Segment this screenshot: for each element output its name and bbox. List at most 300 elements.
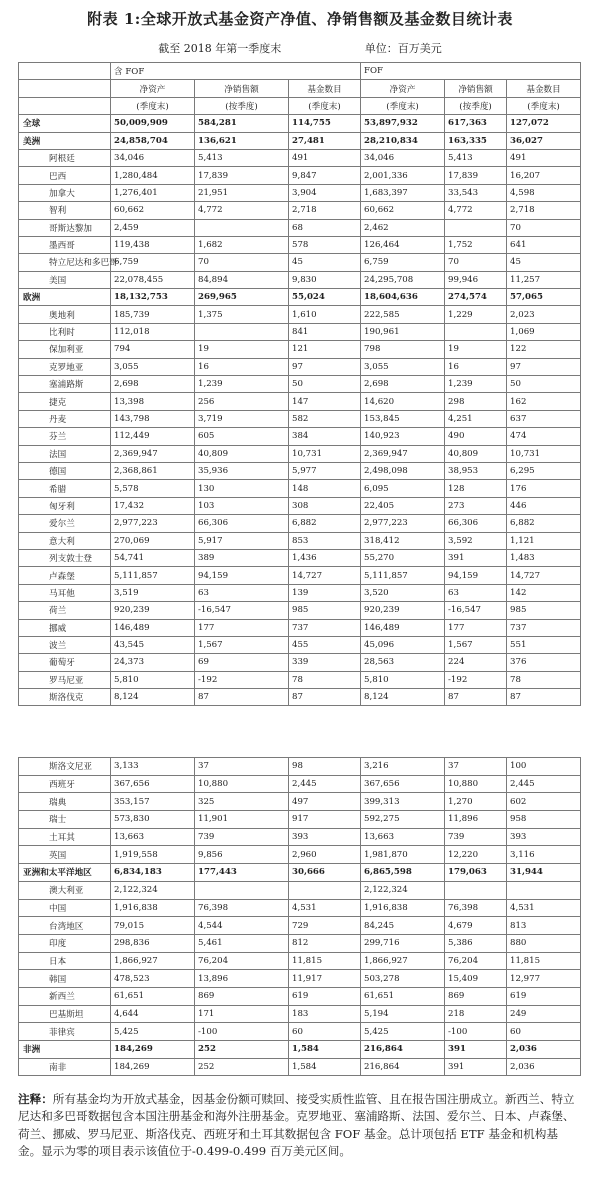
value-cell: 179,063: [445, 864, 507, 882]
value-cell: 76,204: [445, 952, 507, 970]
value-cell: 737: [289, 619, 361, 636]
value-cell: 2,023: [507, 306, 581, 323]
value-cell: 602: [507, 793, 581, 811]
value-cell: 12,220: [445, 846, 507, 864]
col-header: 净销售额: [195, 80, 289, 97]
value-cell: 2,122,324: [111, 881, 195, 899]
value-cell: 37: [445, 758, 507, 776]
value-cell: 841: [289, 323, 361, 340]
statistics-table-part-1: [18, 62, 581, 706]
value-cell: 218: [445, 1005, 507, 1023]
region-row: [19, 115, 581, 132]
value-cell: 87: [445, 689, 507, 706]
col-header: 净资产: [361, 80, 445, 97]
value-cell: 11,901: [195, 811, 289, 829]
value-cell: 391: [445, 1041, 507, 1059]
value-cell: 376: [507, 654, 581, 671]
group-header-fof: FOF: [361, 63, 581, 80]
country-name: 中国: [19, 899, 111, 917]
value-cell: 270,069: [111, 532, 195, 549]
country-row: [19, 1005, 581, 1023]
country-name: 智利: [19, 202, 111, 219]
value-cell: 249: [507, 1005, 581, 1023]
value-cell: 27,481: [289, 132, 361, 149]
value-cell: [289, 881, 361, 899]
value-cell: 1,436: [289, 549, 361, 566]
col-subheader: (季度末): [289, 97, 361, 114]
country-name: 波兰: [19, 636, 111, 653]
country-name: 南非: [19, 1058, 111, 1076]
value-cell: -16,547: [445, 602, 507, 619]
value-cell: 136,621: [195, 132, 289, 149]
value-cell: 184,269: [111, 1041, 195, 1059]
value-cell: 4,772: [195, 202, 289, 219]
country-row: [19, 341, 581, 358]
country-name: 德国: [19, 462, 111, 479]
country-name: 捷克: [19, 393, 111, 410]
country-name: 美国: [19, 271, 111, 288]
country-row: [19, 219, 581, 236]
value-cell: 97: [507, 358, 581, 375]
country-row: [19, 515, 581, 532]
country-row: [19, 184, 581, 201]
value-cell: 24,295,708: [361, 271, 445, 288]
value-cell: 813: [507, 917, 581, 935]
value-cell: 87: [289, 689, 361, 706]
value-cell: 729: [289, 917, 361, 935]
value-cell: 14,620: [361, 393, 445, 410]
value-cell: 2,122,324: [361, 881, 445, 899]
value-cell: 1,270: [445, 793, 507, 811]
value-cell: 958: [507, 811, 581, 829]
value-cell: 551: [507, 636, 581, 653]
group-header-row: [19, 63, 581, 80]
value-cell: 917: [289, 811, 361, 829]
country-name: 比利时: [19, 323, 111, 340]
group-header-incl-fof: 含 FOF: [111, 63, 361, 80]
value-cell: 853: [289, 532, 361, 549]
value-cell: 50: [507, 376, 581, 393]
value-cell: 35,936: [195, 462, 289, 479]
value-cell: 70: [195, 254, 289, 271]
value-cell: 8,124: [361, 689, 445, 706]
value-cell: 61,651: [361, 987, 445, 1005]
value-cell: 2,445: [507, 775, 581, 793]
value-cell: 474: [507, 428, 581, 445]
corner-cell: [19, 63, 111, 80]
value-cell: 31,944: [507, 864, 581, 882]
value-cell: 4,251: [445, 410, 507, 427]
value-cell: 45: [289, 254, 361, 271]
value-cell: 6,295: [507, 462, 581, 479]
corner-cell: [19, 97, 111, 114]
value-cell: 1,866,927: [361, 952, 445, 970]
value-cell: 183: [289, 1005, 361, 1023]
value-cell: 3,519: [111, 584, 195, 601]
country-row: [19, 917, 581, 935]
value-cell: 273: [445, 497, 507, 514]
country-name: 加拿大: [19, 184, 111, 201]
country-name: 保加利亚: [19, 341, 111, 358]
value-cell: 99,946: [445, 271, 507, 288]
value-cell: 446: [507, 497, 581, 514]
value-cell: 97: [289, 358, 361, 375]
value-cell: 121: [289, 341, 361, 358]
col-subheader: (按季度): [445, 97, 507, 114]
value-cell: 490: [445, 428, 507, 445]
value-cell: 2,459: [111, 219, 195, 236]
value-cell: 163,335: [445, 132, 507, 149]
value-cell: 5,425: [111, 1023, 195, 1041]
value-cell: -192: [195, 671, 289, 688]
value-cell: 2,445: [289, 775, 361, 793]
country-row: [19, 323, 581, 340]
value-cell: 122: [507, 341, 581, 358]
value-cell: 10,731: [507, 445, 581, 462]
region-name: 欧洲: [19, 289, 111, 306]
country-row: [19, 497, 581, 514]
value-cell: 177: [195, 619, 289, 636]
value-cell: 14,727: [507, 567, 581, 584]
value-cell: 619: [289, 987, 361, 1005]
value-cell: 103: [195, 497, 289, 514]
value-cell: 142: [507, 584, 581, 601]
value-cell: 50,009,909: [111, 115, 195, 132]
value-cell: 60,662: [361, 202, 445, 219]
value-cell: 185,739: [111, 306, 195, 323]
value-cell: 76,204: [195, 952, 289, 970]
value-cell: 16: [445, 358, 507, 375]
country-row: [19, 254, 581, 271]
value-cell: 1,375: [195, 306, 289, 323]
value-cell: 798: [361, 341, 445, 358]
country-row: [19, 462, 581, 479]
value-cell: 53,897,932: [361, 115, 445, 132]
region-row: [19, 289, 581, 306]
value-cell: 13,398: [111, 393, 195, 410]
value-cell: 1,916,838: [361, 899, 445, 917]
value-cell: 393: [507, 828, 581, 846]
value-cell: 16: [195, 358, 289, 375]
value-cell: 274,574: [445, 289, 507, 306]
value-cell: 112,018: [111, 323, 195, 340]
region-row: [19, 1041, 581, 1059]
value-cell: 139: [289, 584, 361, 601]
country-row: [19, 236, 581, 253]
value-cell: 17,839: [445, 167, 507, 184]
country-row: [19, 775, 581, 793]
value-cell: 2,977,223: [111, 515, 195, 532]
value-cell: 880: [507, 934, 581, 952]
value-cell: 5,578: [111, 480, 195, 497]
value-cell: 5,111,857: [111, 567, 195, 584]
value-cell: 63: [445, 584, 507, 601]
value-cell: 176: [507, 480, 581, 497]
country-name: 葡萄牙: [19, 654, 111, 671]
value-cell: 114,755: [289, 115, 361, 132]
country-row: [19, 758, 581, 776]
value-cell: 739: [445, 828, 507, 846]
value-cell: 11,815: [507, 952, 581, 970]
value-cell: 4,644: [111, 1005, 195, 1023]
value-cell: 143,798: [111, 410, 195, 427]
column-subheader-row: [19, 97, 581, 114]
country-name: 列支敦士登: [19, 549, 111, 566]
country-name: 阿根廷: [19, 149, 111, 166]
value-cell: 339: [289, 654, 361, 671]
value-cell: 54,741: [111, 549, 195, 566]
table-body-part-1: [19, 115, 581, 706]
value-cell: 162: [507, 393, 581, 410]
value-cell: 353,157: [111, 793, 195, 811]
value-cell: 45,096: [361, 636, 445, 653]
value-cell: 2,001,336: [361, 167, 445, 184]
value-cell: -100: [445, 1023, 507, 1041]
value-cell: 8,124: [111, 689, 195, 706]
country-row: [19, 393, 581, 410]
value-cell: 68: [289, 219, 361, 236]
country-name: 芬兰: [19, 428, 111, 445]
value-cell: 40,809: [195, 445, 289, 462]
column-header-row: [19, 80, 581, 97]
country-row: [19, 602, 581, 619]
country-name: 特立尼达和多巴哥: [19, 254, 111, 271]
value-cell: 177,443: [195, 864, 289, 882]
value-cell: 384: [289, 428, 361, 445]
country-name: 瑞士: [19, 811, 111, 829]
value-cell: 11,815: [289, 952, 361, 970]
value-cell: 16,207: [507, 167, 581, 184]
country-name: 台湾地区: [19, 917, 111, 935]
country-row: [19, 987, 581, 1005]
unit-label: 单位：百万美元: [364, 42, 442, 55]
col-subheader: (季度末): [361, 97, 445, 114]
country-row: [19, 846, 581, 864]
country-row: [19, 445, 581, 462]
value-cell: [507, 881, 581, 899]
country-name: 韩国: [19, 970, 111, 988]
value-cell: 5,111,857: [361, 567, 445, 584]
corner-cell: [19, 80, 111, 97]
notes-text: 所有基金均为开放式基金，因基金份额可赎回、接受实质性监管、且在报告国注册成立。新西兰、特立尼达和多巴哥数据包含本国注册基金和海外注册基金。克罗地亚、塞浦路斯、法国、爱尔兰、日本、卢森堡、荷兰、挪威、罗马尼亚、斯洛伐克、西班牙和土耳其数据包含 FOF 基金。总计项包括 ETF 基金和机构基金。显示为零的项目表示该值位于-0.499-0.499 百万美元区间。: [18, 1092, 575, 1159]
value-cell: 920,239: [361, 602, 445, 619]
value-cell: 38,953: [445, 462, 507, 479]
region-row: [19, 132, 581, 149]
col-subheader: (季度末): [111, 97, 195, 114]
value-cell: 3,116: [507, 846, 581, 864]
value-cell: [195, 881, 289, 899]
value-cell: 389: [195, 549, 289, 566]
value-cell: 45: [507, 254, 581, 271]
country-name: 斯洛文尼亚: [19, 758, 111, 776]
country-name: 意大利: [19, 532, 111, 549]
value-cell: 24,858,704: [111, 132, 195, 149]
value-cell: 4,679: [445, 917, 507, 935]
value-cell: 70: [445, 254, 507, 271]
value-cell: 224: [445, 654, 507, 671]
country-name: 克罗地亚: [19, 358, 111, 375]
value-cell: 84,894: [195, 271, 289, 288]
value-cell: 5,413: [445, 149, 507, 166]
value-cell: 84,245: [361, 917, 445, 935]
value-cell: 367,656: [361, 775, 445, 793]
value-cell: 256: [195, 393, 289, 410]
value-cell: 94,159: [445, 567, 507, 584]
value-cell: 637: [507, 410, 581, 427]
value-cell: 10,880: [445, 775, 507, 793]
value-cell: 5,194: [361, 1005, 445, 1023]
value-cell: 78: [289, 671, 361, 688]
value-cell: 5,810: [361, 671, 445, 688]
value-cell: 76,398: [195, 899, 289, 917]
value-cell: 130: [195, 480, 289, 497]
country-row: [19, 549, 581, 566]
value-cell: 6,865,598: [361, 864, 445, 882]
value-cell: 76,398: [445, 899, 507, 917]
country-name: 英国: [19, 846, 111, 864]
value-cell: 1,280,484: [111, 167, 195, 184]
value-cell: 641: [507, 236, 581, 253]
value-cell: 985: [289, 602, 361, 619]
value-cell: 61,651: [111, 987, 195, 1005]
value-cell: 79,015: [111, 917, 195, 935]
value-cell: 87: [507, 689, 581, 706]
value-cell: 147: [289, 393, 361, 410]
table-notes: [18, 1091, 580, 1161]
country-row: [19, 567, 581, 584]
value-cell: -192: [445, 671, 507, 688]
value-cell: 184,269: [111, 1058, 195, 1076]
value-cell: 4,772: [445, 202, 507, 219]
country-row: [19, 584, 581, 601]
value-cell: 4,544: [195, 917, 289, 935]
country-name: 巴基斯坦: [19, 1005, 111, 1023]
value-cell: 5,917: [195, 532, 289, 549]
country-row: [19, 1058, 581, 1076]
value-cell: 119,438: [111, 236, 195, 253]
country-name: 卢森堡: [19, 567, 111, 584]
country-row: [19, 899, 581, 917]
value-cell: 578: [289, 236, 361, 253]
value-cell: 5,461: [195, 934, 289, 952]
value-cell: 391: [445, 549, 507, 566]
value-cell: 15,409: [445, 970, 507, 988]
country-row: [19, 376, 581, 393]
region-name: 美洲: [19, 132, 111, 149]
country-name: 塞浦路斯: [19, 376, 111, 393]
value-cell: 37: [195, 758, 289, 776]
value-cell: 2,036: [507, 1058, 581, 1076]
value-cell: 455: [289, 636, 361, 653]
value-cell: 216,864: [361, 1041, 445, 1059]
value-cell: 1,069: [507, 323, 581, 340]
country-row: [19, 480, 581, 497]
country-name: 澳大利亚: [19, 881, 111, 899]
value-cell: 1,276,401: [111, 184, 195, 201]
value-cell: 12,977: [507, 970, 581, 988]
value-cell: 6,759: [361, 254, 445, 271]
value-cell: 19: [195, 341, 289, 358]
value-cell: 10,880: [195, 775, 289, 793]
value-cell: 308: [289, 497, 361, 514]
value-cell: 503,278: [361, 970, 445, 988]
country-row: [19, 306, 581, 323]
country-name: 墨西哥: [19, 236, 111, 253]
value-cell: 6,759: [111, 254, 195, 271]
value-cell: 298: [445, 393, 507, 410]
value-cell: 18,132,753: [111, 289, 195, 306]
value-cell: 43,545: [111, 636, 195, 653]
country-row: [19, 689, 581, 706]
page-title: 附表 1:全球开放式基金资产净值、净销售额及基金数目统计表: [87, 10, 513, 28]
value-cell: 13,663: [361, 828, 445, 846]
country-name: 巴西: [19, 167, 111, 184]
value-cell: 1,483: [507, 549, 581, 566]
country-row: [19, 654, 581, 671]
col-subheader: (按季度): [195, 97, 289, 114]
value-cell: 2,960: [289, 846, 361, 864]
value-cell: 869: [195, 987, 289, 1005]
country-row: [19, 149, 581, 166]
value-cell: 34,046: [361, 149, 445, 166]
value-cell: 2,698: [111, 376, 195, 393]
value-cell: 6,834,183: [111, 864, 195, 882]
value-cell: 6,882: [289, 515, 361, 532]
value-cell: 13,663: [111, 828, 195, 846]
value-cell: 269,965: [195, 289, 289, 306]
statistics-table-part-2: [18, 757, 581, 1076]
value-cell: 3,055: [111, 358, 195, 375]
value-cell: 10,731: [289, 445, 361, 462]
value-cell: 1,981,870: [361, 846, 445, 864]
country-row: [19, 636, 581, 653]
country-row: [19, 532, 581, 549]
value-cell: 573,830: [111, 811, 195, 829]
value-cell: 11,257: [507, 271, 581, 288]
value-cell: 40,809: [445, 445, 507, 462]
country-name: 匈牙利: [19, 497, 111, 514]
country-row: [19, 671, 581, 688]
value-cell: 252: [195, 1058, 289, 1076]
value-cell: 1,584: [289, 1058, 361, 1076]
value-cell: 2,977,223: [361, 515, 445, 532]
value-cell: 2,036: [507, 1041, 581, 1059]
value-cell: 70: [507, 219, 581, 236]
country-name: 希腊: [19, 480, 111, 497]
country-name: 荷兰: [19, 602, 111, 619]
value-cell: 57,065: [507, 289, 581, 306]
value-cell: 177: [445, 619, 507, 636]
value-cell: 19: [445, 341, 507, 358]
country-name: 斯洛伐克: [19, 689, 111, 706]
col-header: 净销售额: [445, 80, 507, 97]
value-cell: [445, 323, 507, 340]
value-cell: 3,719: [195, 410, 289, 427]
value-cell: 2,698: [361, 376, 445, 393]
value-cell: 497: [289, 793, 361, 811]
value-cell: 21,951: [195, 184, 289, 201]
value-cell: 127,072: [507, 115, 581, 132]
country-row: [19, 970, 581, 988]
value-cell: 737: [507, 619, 581, 636]
value-cell: 5,425: [361, 1023, 445, 1041]
country-name: 罗马尼亚: [19, 671, 111, 688]
value-cell: 367,656: [111, 775, 195, 793]
country-row: [19, 881, 581, 899]
value-cell: 2,368,861: [111, 462, 195, 479]
value-cell: 1,919,558: [111, 846, 195, 864]
country-name: 奥地利: [19, 306, 111, 323]
